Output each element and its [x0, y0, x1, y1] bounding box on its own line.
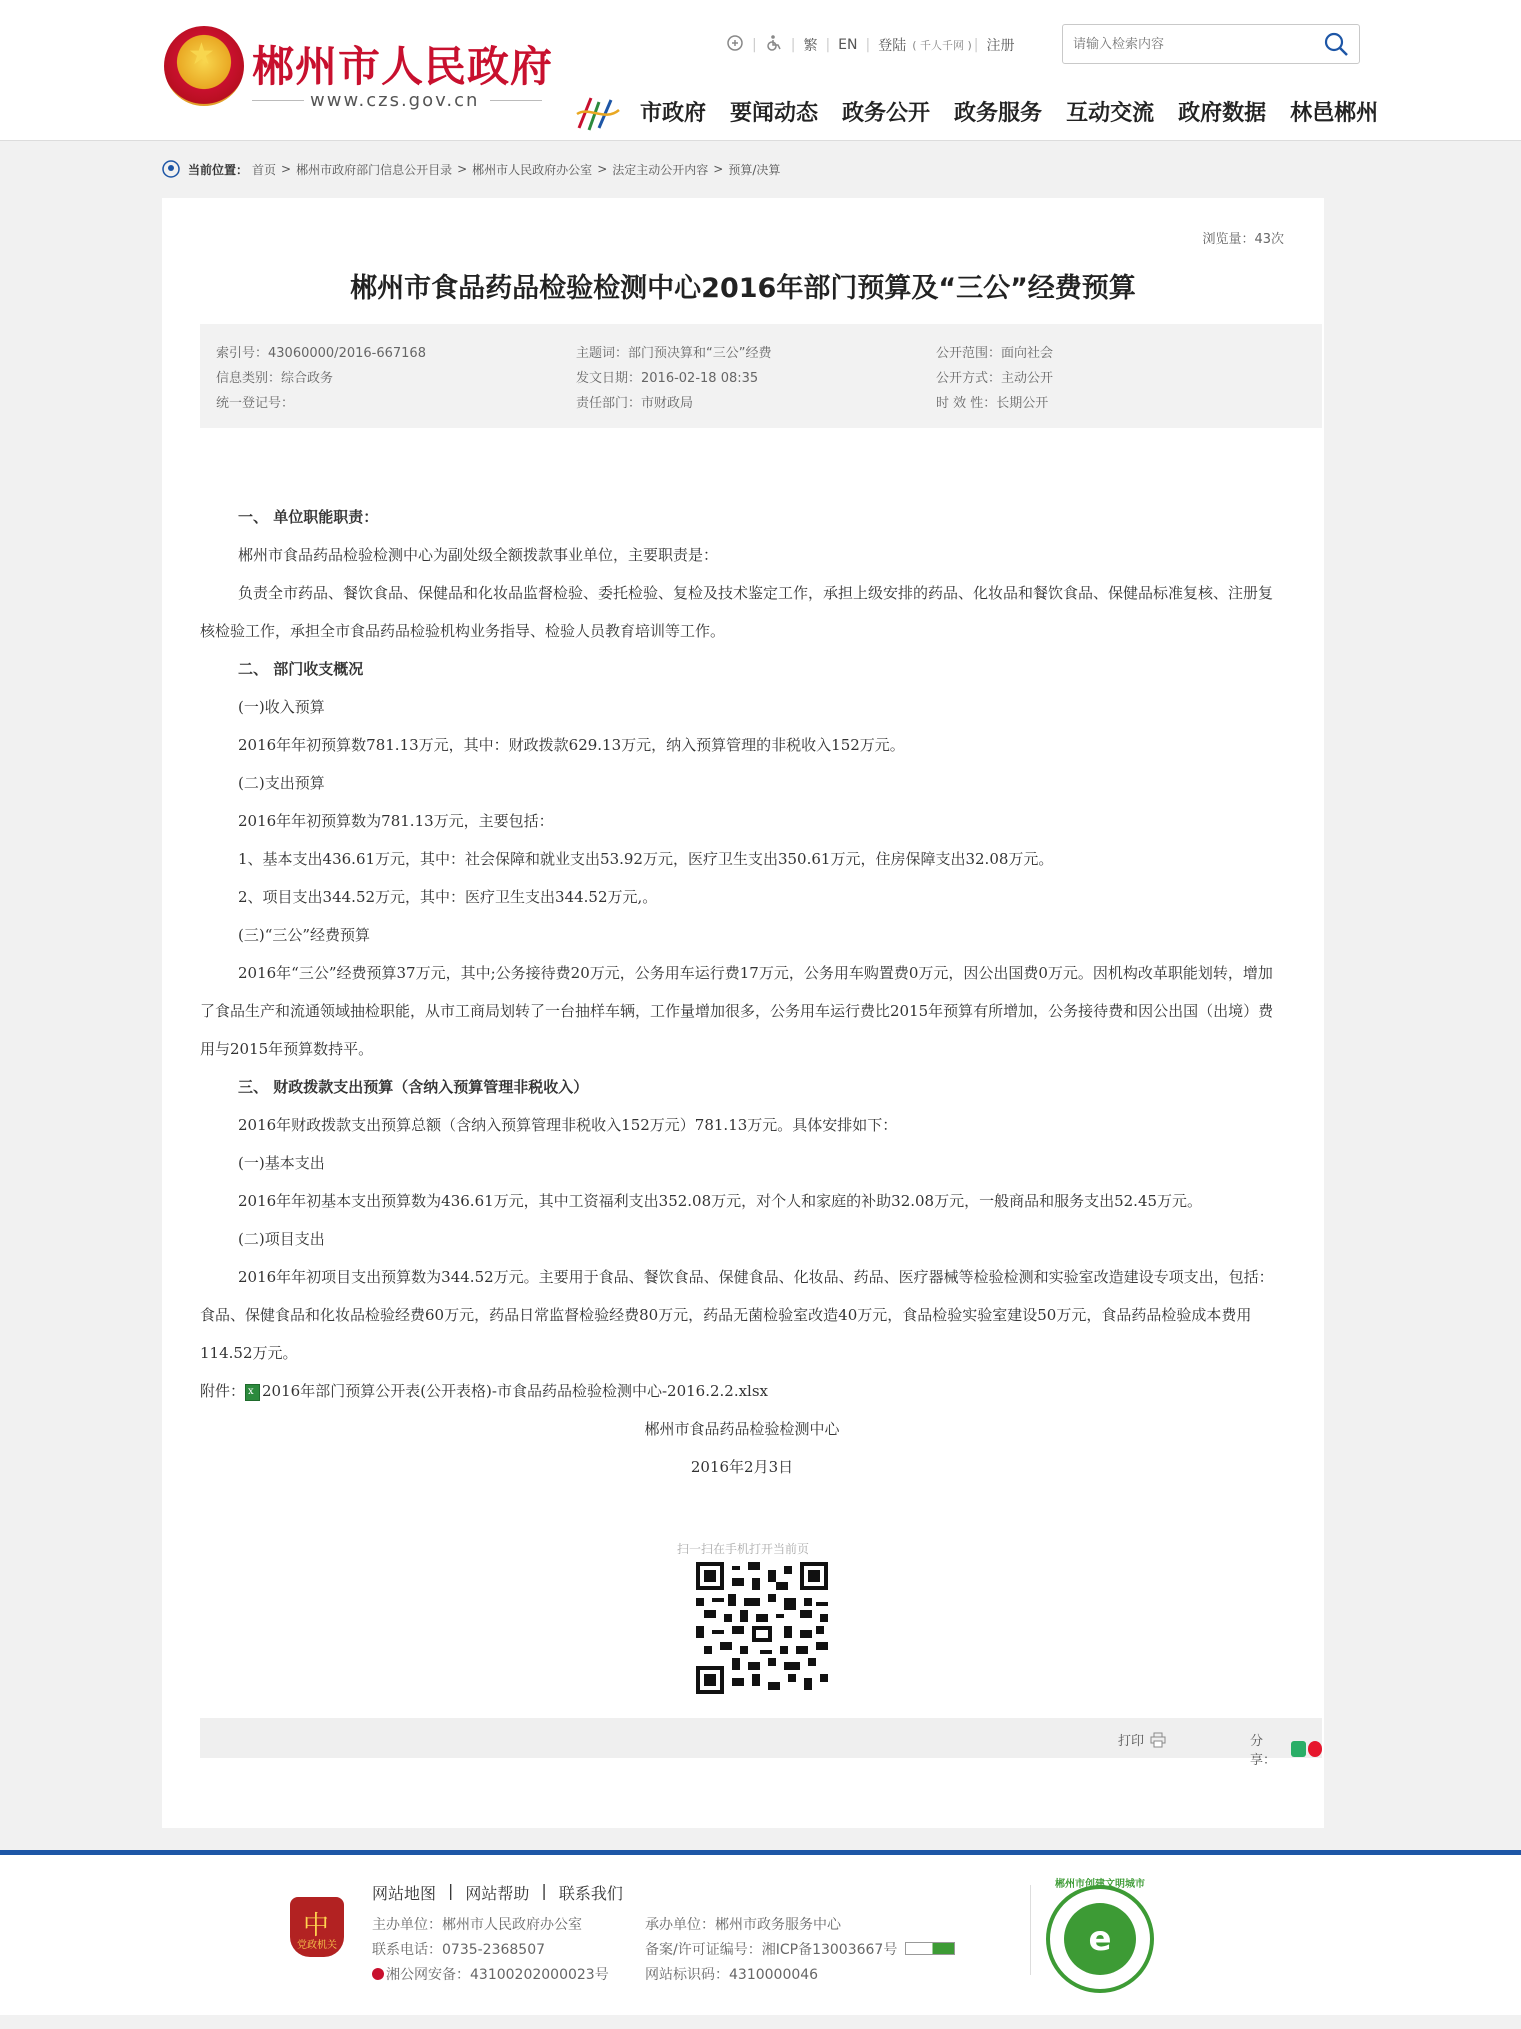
breadcrumb: 当前位置： 首页 > 郴州市政府部门信息公开目录 > 郴州市人民政府办公室 > 法定主动公开内容 > 预算/决算 — [162, 160, 780, 178]
main-nav — [640, 96, 1378, 127]
printer-icon — [1150, 1732, 1166, 1748]
nav-linyi-chenzhou[interactable]: 林邑郴州 — [1290, 101, 1379, 126]
site-url: www.czs.gov.cn — [310, 90, 480, 111]
header-tools: | | 繁 | EN | 登陆 ( 千人千网 ) | 注册 — [720, 34, 1021, 56]
qr-code-icon — [696, 1562, 828, 1694]
paragraph: 2016年年初项目支出预算数为344.52万元。主要用于食品、餐饮食品、保健食品、化妆品、药品、医疗器械等检验检测和实验室改造建设专项支出，包括：食品、保健食品和化妆品检验经费60万元，药品日常监督检验经费80万元，药品无菌检验室改造40万元，食品检验实验室建设50万元，食品药品检验成本费用114.52万元。 — [200, 1268, 1274, 1362]
paragraph: 2016年年初预算数781.13万元，其中：财政拨款629.13万元，纳入预算管理的非税收入152万元。 — [238, 736, 905, 754]
section-heading: 二、 部门收支概况 — [238, 660, 364, 678]
excel-file-icon — [245, 1384, 260, 1401]
breadcrumb-item[interactable]: 郴州市人民政府办公室 — [472, 162, 593, 177]
traditional-chinese-link[interactable]: 繁 — [803, 38, 818, 54]
share-group — [1250, 1730, 1322, 1768]
attachment-row — [200, 1372, 1284, 1410]
nav-services[interactable]: 政务服务 — [954, 101, 1043, 126]
national-emblem-icon: ★ — [164, 26, 244, 106]
footer-info-right — [645, 1913, 955, 1988]
nav-government-data[interactable]: 政府数据 — [1178, 101, 1267, 126]
paragraph: 2016年年初基本支出预算数为436.61万元，其中工资福利支出352.08万元，对个人和家庭的补助32.08万元，一般商品和服务支出52.45万元。 — [238, 1192, 1203, 1210]
paragraph: 1、基本支出436.61万元，其中：社会保障和就业支出53.92万元，医疗卫生支出350.61万元，住房保障支出32.08万元。 — [238, 850, 1054, 868]
footer-links: 网站地图 | 网站帮助 | 联系我们 — [372, 1881, 623, 1903]
footer-icp[interactable]: 备案/许可证编号：湘ICP备13003667号 — [645, 1938, 955, 1963]
attachment-label: 附件： — [200, 1382, 246, 1400]
paragraph: (三)“三公”经费预算 — [238, 926, 371, 944]
footer-phone: 联系电话：0735-2368507 — [372, 1942, 546, 1958]
section-heading: 一、 单位职能职责： — [238, 508, 379, 526]
nav-city-government[interactable]: 市政府 — [640, 101, 707, 126]
footer-link-contact[interactable]: 联系我们 — [558, 1884, 623, 1903]
breadcrumb-item[interactable]: 法定主动公开内容 — [612, 162, 709, 177]
article-body — [200, 498, 1284, 1486]
weibo-icon[interactable] — [1308, 1741, 1322, 1757]
footer-site-code: 网站标识码：4310000046 — [645, 1967, 819, 1983]
paragraph: (一)基本支出 — [238, 1154, 325, 1172]
footer-link-sitemap[interactable]: 网站地图 — [372, 1884, 437, 1903]
cnzz-stat-icon[interactable] — [905, 1942, 955, 1955]
print-label: 打印 — [1118, 1734, 1145, 1749]
wechat-icon[interactable] — [1291, 1741, 1305, 1757]
paragraph: 2016年“三公”经费预算37万元，其中;公务接待费20万元，公务用车运行费17万元，公务用车购置费0万元，因公出国费0万元。因机构改革职能划转，增加了食品生产和流通领域抽检职能，从市工商局划转了一台抽样车辆，工作量增加很多，公务用车运行费比2015年预算有所增加，公务接待费和因公出国（出境）费用与2015年预算数持平。 — [200, 964, 1274, 1058]
footer-link-help[interactable]: 网站帮助 — [465, 1884, 530, 1903]
paragraph: (二)项目支出 — [238, 1230, 325, 1248]
english-link[interactable]: EN — [838, 37, 858, 53]
police-badge-icon — [372, 1968, 384, 1980]
search-icon[interactable] — [1323, 31, 1349, 57]
article-title: 郴州市食品药品检验检测中心2016年部门预算及“三公”经费预算 — [350, 273, 1136, 304]
sign-date: 2016年2月3日 — [690, 1458, 794, 1476]
paragraph: 2、项目支出344.52万元，其中：医疗卫生支出344.52万元,。 — [238, 888, 658, 906]
nav-interaction[interactable]: 互动交流 — [1066, 101, 1155, 126]
paragraph: (一)收入预算 — [238, 698, 325, 716]
divider — [490, 100, 542, 101]
share-bar — [200, 1718, 1322, 1768]
paragraph: 郴州市食品药品检验检测中心为副处级全额拨款事业单位，主要职责是： — [238, 546, 719, 564]
search-box — [1062, 24, 1360, 64]
location-pin-icon — [162, 160, 180, 178]
accessibility-icon[interactable] — [726, 34, 744, 56]
article-card — [162, 198, 1324, 1828]
breadcrumb-item[interactable]: 郴州市政府部门信息公开目录 — [296, 162, 453, 177]
paragraph: 2016年财政拨款支出预算总额（含纳入预算管理非税收入152万元）781.13万元。具体安排如下： — [238, 1116, 898, 1134]
divider — [1030, 1885, 1031, 1975]
signature: 郴州市食品药品检验检测中心 — [644, 1420, 840, 1438]
login-link[interactable]: 登陆 — [878, 38, 907, 54]
footer-host: 主办单位：郴州市人民政府办公室 — [372, 1917, 582, 1933]
print-button[interactable] — [1118, 1730, 1166, 1749]
site-footer — [0, 1850, 1521, 2015]
paragraph: 负责全市药品、餐饮食品、保健品和化妆品监督检验、委托检验、复检及技术鉴定工作，承担上级安排的药品、化妆品和餐饮食品、保健品标准复核、注册复核检验工作，承担全市食品药品检验机构业务指导、检验人员教育培训等工作。 — [200, 584, 1274, 640]
breadcrumb-item[interactable]: 首页 — [252, 162, 277, 177]
share-label: 分享： — [1250, 1734, 1277, 1768]
paragraph: (二)支出预算 — [238, 774, 325, 792]
divider — [252, 100, 304, 101]
login-subtext: ( 千人千网 ) — [912, 39, 972, 52]
breadcrumb-label: 当前位置： — [188, 162, 249, 177]
city-logo-icon — [575, 94, 621, 134]
article-meta: 索引号：43060000/2016-667168 主题词：部门预决算和“三公”经费 公开范围：面向社会 信息类别：综合政务 发文日期：2016-02-18 08:35 公开方式：主动公开 统一登记号： 责任部门：市财政局 时 效 性：长期公开 — [200, 324, 1322, 428]
nav-government-affairs[interactable]: 政务公开 — [842, 101, 931, 126]
section-heading: 三、 财政拨款支出预算（含纳入预算管理非税收入） — [238, 1078, 589, 1096]
attachment-link[interactable]: 2016年部门预算公开表(公开表格)-市食品药品检验检测中心-2016.2.2.xlsx — [262, 1382, 769, 1400]
paragraph: 2016年年初预算数为781.13万元，主要包括： — [238, 812, 554, 830]
civilized-city-logo-icon[interactable]: e 郴州市创建文明城市 — [1046, 1885, 1154, 1993]
party-government-badge-icon[interactable]: 中 党政机关 — [290, 1897, 344, 1957]
wheelchair-icon[interactable] — [765, 34, 783, 56]
view-count: 浏览量：43次 — [1202, 232, 1284, 247]
breadcrumb-item[interactable]: 预算/决算 — [728, 162, 781, 177]
nav-news[interactable]: 要闻动态 — [730, 101, 819, 126]
register-link[interactable]: 注册 — [986, 38, 1015, 54]
site-title[interactable]: 郴州市人民政府 — [252, 42, 554, 91]
site-header — [0, 0, 1521, 141]
footer-info-left — [372, 1913, 609, 1988]
search-input[interactable] — [1071, 33, 1315, 55]
footer-organizer: 承办单位：郴州市政务服务中心 — [645, 1917, 841, 1933]
footer-police[interactable]: 湘公网安备：43100202000023号 — [372, 1963, 609, 1988]
qr-caption: 扫一扫在手机打开当前页 — [676, 1542, 809, 1556]
